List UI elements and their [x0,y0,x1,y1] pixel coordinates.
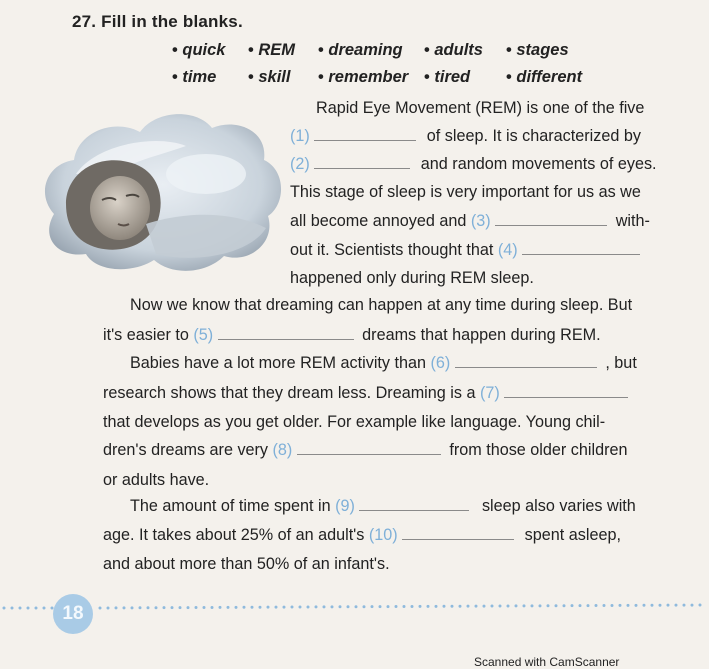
text-line: and about more than 50% of an infant's. [103,555,390,573]
text-line: (2) and random movements of eyes. [290,155,657,173]
footer-dotted-line [0,596,709,616]
text-line: all become annoyed and (3) with- [290,212,650,230]
exercise-title: 27. Fill in the blanks. [72,12,243,31]
sleeping-woman-illustration [36,104,286,276]
page-number-badge: 18 [53,594,93,634]
word-bank-item: • quick [172,41,248,60]
text-line: Now we know that dreaming can happen at any time during sleep. But [130,296,633,314]
text-line: Rapid Eye Movement (REM) is one of the five [316,99,645,117]
text-line: that develops as you get older. For example like language. Young chil- [103,413,606,431]
text-line: it's easier to (5) dreams that happen during REM. [103,326,601,344]
word-bank-item: • REM [248,41,318,60]
text-line: dren's dreams are very (8) from those older children [103,441,628,459]
word-bank-item: • different [506,68,592,87]
text-line: The amount of time spent in (9) sleep also varies with [130,497,636,515]
answer-blank-8[interactable] [297,440,441,455]
text-line: This stage of sleep is very important for us as we [290,183,641,201]
answer-blank-10[interactable] [402,525,514,540]
text-line: out it. Scientists thought that (4) [290,240,640,260]
text-line: (1) of sleep. It is characterized by [290,127,641,145]
scanner-watermark: Scanned with CamScanner [474,655,620,669]
answer-blank-4[interactable] [522,240,640,255]
text-line: or adults have. [103,471,210,489]
answer-blank-1[interactable] [314,126,416,141]
answer-blank-7[interactable] [504,383,628,398]
blank-number: (4) [497,241,518,259]
word-bank-item: • skill [248,68,318,87]
blank-number: (2) [290,155,310,173]
word-bank-item: • time [172,68,248,87]
word-bank-item: • remember [318,68,424,87]
blank-number: (8) [272,441,293,459]
answer-blank-5[interactable] [218,325,354,340]
text-line: research shows that they dream less. Dreaming is a (7) [103,383,628,403]
blank-number: (6) [430,354,451,372]
answer-blank-3[interactable] [495,211,607,226]
word-bank-item: • tired [424,68,506,87]
word-bank-item: • dreaming [318,41,424,60]
word-bank [172,41,592,87]
word-bank-item: • stages [506,41,592,60]
answer-blank-9[interactable] [359,496,469,511]
text-line: Babies have a lot more REM activity than (6) , but [130,354,637,372]
blank-number: (9) [335,497,355,515]
text-line: happened only during REM sleep. [290,269,534,287]
blank-number: (7) [479,384,500,402]
blank-number: (3) [470,212,491,230]
blank-number: (5) [193,326,214,344]
blank-number: (10) [368,526,398,544]
blank-number: (1) [290,127,310,145]
answer-blank-6[interactable] [455,353,597,368]
word-bank-item: • adults [424,41,506,60]
answer-blank-2[interactable] [314,154,410,169]
text-line: age. It takes about 25% of an adult's (10) spent asleep, [103,526,621,544]
